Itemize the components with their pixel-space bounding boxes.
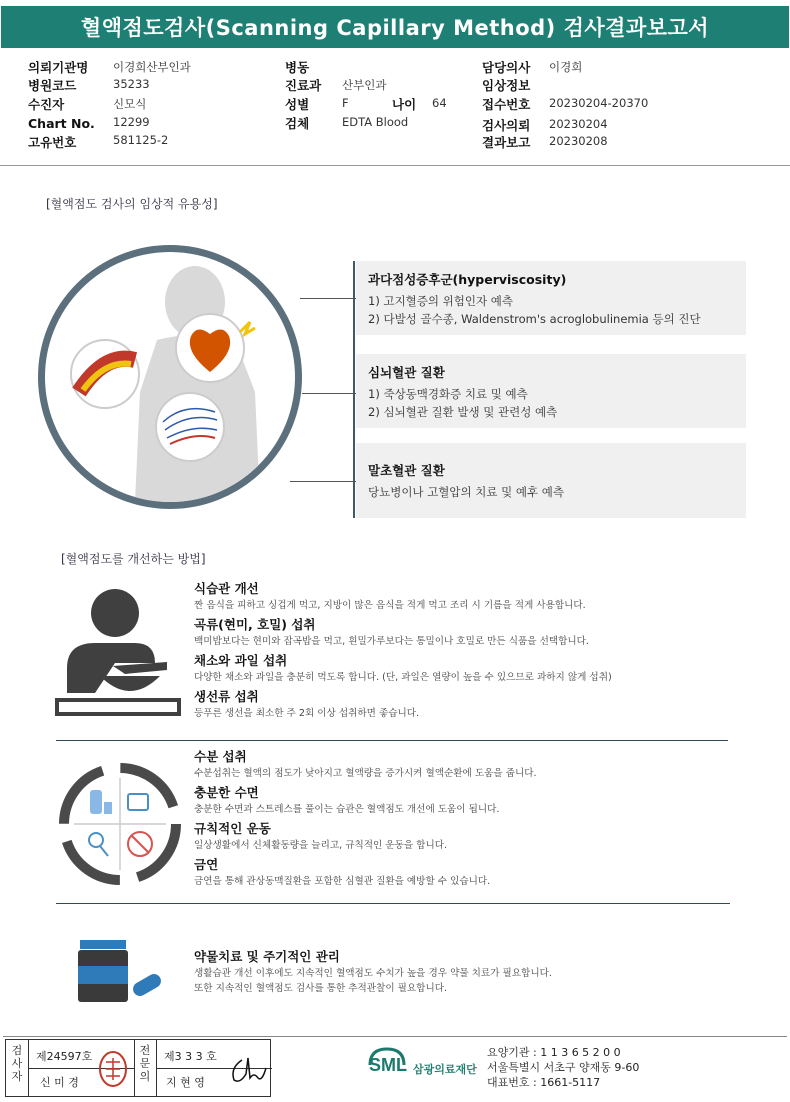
seal-stamp-icon	[98, 1050, 128, 1088]
info-value: 이경희	[549, 60, 583, 74]
info-label: 담당의사	[482, 60, 531, 75]
clinical-illustration	[38, 245, 302, 509]
tip-title: 약물치료 및 주기적인 관리	[194, 949, 340, 964]
body-illustration	[45, 252, 295, 502]
blood-vessel-icon	[156, 393, 224, 461]
info-value: 이경희산부인과	[113, 60, 191, 74]
info-label: 검체	[285, 116, 310, 131]
info-label: 병동	[285, 60, 310, 75]
tip-title: 충분한 수면	[194, 785, 259, 800]
tip-desc: 또한 지속적인 혈액점도 검사를 통한 추적관찰이 필요합니다.	[194, 983, 448, 994]
medicine-icon	[76, 938, 166, 1004]
tip-title: 수분 섭취	[194, 749, 247, 764]
usefulness-box-cardio	[356, 354, 746, 428]
age-value: 64	[432, 96, 447, 110]
info-value: 20230208	[549, 134, 608, 148]
info-value: 20230204-20370	[549, 96, 649, 110]
signature-box	[5, 1039, 271, 1097]
info-label: 결과보고	[482, 135, 531, 150]
info-value: 35233	[113, 77, 150, 91]
box-title: 말초혈관 질환	[368, 463, 445, 478]
info-value: EDTA Blood	[342, 115, 409, 129]
inspector-name: 신 미 경	[40, 1076, 79, 1089]
info-label: 임상정보	[482, 78, 531, 93]
info-value: 12299	[113, 115, 150, 129]
diet-tips	[194, 580, 612, 724]
usefulness-box-peripheral	[356, 443, 746, 518]
report-title: 혈액점도검사(Scanning Capillary Method) 검사결과보고서	[1, 6, 789, 48]
logo-subtext: 삼광의료재단	[413, 1063, 477, 1076]
usefulness-heading: [혈액점도 검사의 임상적 유용성]	[46, 197, 218, 211]
section-divider	[56, 903, 730, 904]
connector-line	[290, 481, 356, 482]
tip-desc: 수분섭취는 혈액의 점도가 낮아지고 혈액량을 증가시켜 혈액순환에 도움을 줍니다.	[194, 768, 537, 779]
tip-desc: 등푸른 생선을 최소한 주 2회 이상 섭취하면 좋습니다.	[194, 708, 420, 719]
lifestyle-cycle-icon	[54, 758, 186, 890]
info-value: 산부인과	[342, 78, 387, 92]
info-label: 접수번호	[482, 97, 531, 112]
logo-text: SML	[369, 1055, 407, 1075]
box-line: 2) 다발성 골수종, Waldenstrom's acroglobulinemia 등의 진단	[368, 312, 701, 326]
box-title: 과다점성증후군(hyperviscosity)	[368, 272, 567, 287]
box-line: 당뇨병이나 고혈압의 치료 및 예후 예측	[368, 485, 565, 499]
info-label: 의뢰기관명	[28, 60, 89, 75]
tip-desc: 백미밥보다는 현미와 잡곡밥을 먹고, 흰밀가루보다는 통밀이나 호밀로 만든 식품을 선택합니다.	[194, 636, 589, 647]
box-line: 1) 죽상동맥경화증 치료 및 예측	[368, 387, 528, 401]
medication-tips	[194, 948, 552, 996]
tip-desc: 금연을 통해 관상동맥질환을 포함한 심혈관 질환을 예방할 수 있습니다.	[194, 876, 491, 887]
report-footer	[3, 1036, 787, 1098]
age-label: 나이	[392, 97, 417, 112]
lab-phone: 대표번호 : 1661-5117	[487, 1076, 601, 1089]
info-value: 20230204	[549, 117, 608, 131]
confirmer-name: 지 현 영	[166, 1076, 205, 1089]
info-label: 성별	[285, 97, 310, 112]
connector-line	[300, 298, 356, 299]
info-label: 수진자	[28, 97, 65, 112]
tip-desc: 일상생활에서 신체활동량을 늘리고, 규칙적인 운동을 합니다.	[194, 840, 448, 851]
info-label: 검사의뢰	[482, 118, 531, 133]
info-value: F	[342, 96, 349, 110]
lab-info	[487, 1045, 639, 1090]
info-value: 581125-2	[113, 133, 169, 147]
tip-desc: 다양한 채소와 과일을 충분히 먹도록 합니다. (단, 과일은 열량이 높을 수 있으므로 과하지 않게 섭취)	[194, 672, 612, 683]
tip-title: 식습관 개선	[194, 581, 259, 596]
info-value: 신모식	[113, 97, 147, 111]
connector-line	[302, 393, 356, 394]
confirmer-label: 전문의	[139, 1044, 151, 1083]
box-title: 심뇌혈관 질환	[368, 365, 445, 380]
box-line: 2) 심뇌혈관 질환 발생 및 관련성 예측	[368, 405, 558, 419]
section-divider	[56, 740, 728, 741]
tip-title: 곡류(현미, 호밀) 섭취	[194, 617, 316, 632]
exercise-icon	[89, 833, 103, 847]
lab-address: 서울특별시 서초구 양재동 9-60	[487, 1061, 640, 1074]
water-bottle-icon	[90, 790, 102, 814]
tip-title: 규칙적인 운동	[194, 821, 271, 836]
tip-desc: 충분한 수면과 스트레스를 풀이는 습관은 혈액점도 개선에 도움이 됩니다.	[194, 804, 500, 815]
inspector-number: 제24597호	[36, 1050, 93, 1063]
box-line: 1) 고지혈증의 위험인자 예측	[368, 294, 513, 308]
vertical-divider	[353, 261, 355, 518]
tip-desc: 생활습관 개선 이후에도 지속적인 혈액점도 수치가 높을 경우 약물 치료가 필요합니다.	[194, 968, 552, 979]
inspector-label: 검사자	[11, 1044, 23, 1083]
info-label: 진료과	[285, 78, 322, 93]
lifestyle-tips	[194, 748, 537, 892]
eating-person-icon	[55, 588, 183, 718]
info-label: 병원코드	[28, 78, 77, 93]
signature-icon	[228, 1054, 268, 1086]
lab-code: 요양기관 : 1 1 3 6 5 2 0 0	[487, 1046, 621, 1059]
confirmer-number: 제3 3 3 호	[164, 1050, 217, 1063]
patient-info	[0, 54, 790, 166]
tip-title: 채소와 과일 섭취	[194, 653, 288, 668]
usefulness-box-hyperviscosity	[356, 261, 746, 335]
sleep-icon	[128, 794, 148, 810]
info-label: 고유번호	[28, 135, 77, 150]
tip-desc: 짠 음식을 피하고 싱겁게 먹고, 지방이 많은 음식을 적게 먹고 조리 시 기름을 적게 사용합니다.	[194, 600, 586, 611]
tip-title: 생선류 섭취	[194, 689, 259, 704]
tip-title: 금연	[194, 857, 219, 872]
info-label: Chart No.	[28, 116, 95, 131]
improve-heading: [혈액점도를 개선하는 방법]	[61, 552, 206, 566]
